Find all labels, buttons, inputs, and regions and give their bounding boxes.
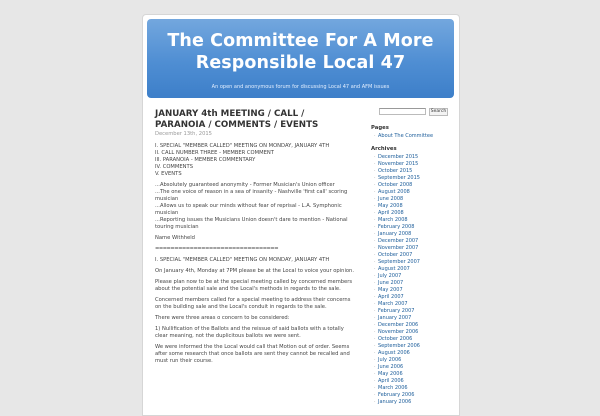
post-date: December 13th, 2015 xyxy=(155,131,212,137)
archive-link[interactable] xyxy=(378,371,456,378)
archive-link[interactable] xyxy=(378,196,456,203)
archive-link[interactable] xyxy=(378,231,456,238)
page-link-about[interactable] xyxy=(378,133,456,140)
archive-link[interactable] xyxy=(378,357,456,364)
paragraph: There were three areas o concern to be considered: xyxy=(155,315,290,321)
search-form xyxy=(371,107,456,116)
archive-link-label[interactable]: January 2008 xyxy=(378,231,412,237)
toc-item: III. PARANOIA - MEMBER COMMENTARY xyxy=(155,157,256,163)
archive-link-label[interactable]: December 2015 xyxy=(378,154,419,160)
archive-link-label[interactable]: July 2006 xyxy=(378,357,402,363)
quote: ...The one voice of reason in a sea of insanity - Nashville 'first call' scoring musician xyxy=(155,189,348,202)
archive-link-label[interactable]: March 2007 xyxy=(378,301,408,307)
archive-link[interactable] xyxy=(378,280,456,287)
paragraph: Please plan now to be at the special meeting called by concerned members about the potential sale and the Local's methods in regards to the sale. xyxy=(155,279,353,292)
page-link-label[interactable]: About The Committee xyxy=(378,133,434,139)
archive-link-label[interactable]: November 2006 xyxy=(378,329,419,335)
archive-link-label[interactable]: December 2007 xyxy=(378,238,419,244)
archive-link[interactable] xyxy=(378,343,456,350)
archive-link-label[interactable]: June 2006 xyxy=(378,364,404,370)
archive-link[interactable] xyxy=(378,273,456,280)
toc-item: IV. COMMENTS xyxy=(155,164,193,170)
archive-link-label[interactable]: May 2007 xyxy=(378,287,403,293)
archive-link[interactable] xyxy=(378,301,456,308)
paragraph: Concerned members called for a special meeting to address their concerns on the building sale and the Local's conduit in regards to the sale. xyxy=(155,297,351,310)
page-container xyxy=(142,14,460,416)
archive-link[interactable] xyxy=(378,168,456,175)
post-title[interactable]: JANUARY 4th MEETING / CALL / PARANOIA / COMMENTS / EVENTS xyxy=(155,109,319,130)
archive-link-label[interactable]: June 2007 xyxy=(378,280,404,286)
toc-item: I. SPECIAL "MEMBER CALLED" MEETING ON MONDAY, JANUARY 4TH xyxy=(155,143,330,149)
quote: ...Allows us to speak our minds without fear of reprisal - L.A. Symphonic musician xyxy=(155,203,342,216)
post-signature: Name Withheld xyxy=(155,235,195,241)
archive-link-label[interactable]: February 2008 xyxy=(378,224,415,230)
post-toc xyxy=(155,143,355,178)
paragraph: 1) Nullification of the Ballots and the reissue of said ballots with a totally clear meaning, not the duplicitous ballots we were sent. xyxy=(155,326,344,339)
paragraph: We were informed the the Local would call that Motion out of order. Seems after some research that once ballots are sent they cannot be recalled and must run their course. xyxy=(155,344,350,364)
archive-link-label[interactable]: November 2015 xyxy=(378,161,419,167)
archive-link-label[interactable]: August 2008 xyxy=(378,189,410,195)
post-entry xyxy=(155,143,355,365)
blog-title[interactable]: The Committee For A More Responsible Local 47 xyxy=(167,31,434,73)
archive-link[interactable] xyxy=(378,294,456,301)
archive-link-label[interactable]: August 2007 xyxy=(378,266,410,272)
archive-link[interactable] xyxy=(378,161,456,168)
toc-item: V. EVENTS xyxy=(155,171,182,177)
archive-link-label[interactable]: May 2008 xyxy=(378,203,403,209)
archive-link-label[interactable]: March 2008 xyxy=(378,217,408,223)
archive-link-label[interactable]: September 2007 xyxy=(378,259,420,265)
archive-link-label[interactable]: October 2008 xyxy=(378,182,413,188)
archive-link-label[interactable]: November 2007 xyxy=(378,245,419,251)
main-content xyxy=(155,109,355,369)
toc-item: II. CALL NUMBER THREE - MEMBER COMMENT xyxy=(155,150,274,156)
blog-description: An open and anonymous forum for discussing Local 47 and AFM issues xyxy=(211,84,390,90)
archive-link-label[interactable]: April 2007 xyxy=(378,294,404,300)
archive-link-label[interactable]: September 2015 xyxy=(378,175,420,181)
sidebar xyxy=(371,107,456,412)
archive-link-label[interactable]: January 2007 xyxy=(378,315,412,321)
search-button[interactable]: Search xyxy=(430,108,447,114)
pages-title: Pages xyxy=(371,125,389,131)
archive-link-label[interactable]: March 2006 xyxy=(378,385,408,391)
archive-link-label[interactable]: December 2006 xyxy=(378,322,419,328)
archive-link[interactable] xyxy=(378,308,456,315)
pages-widget xyxy=(371,125,456,140)
separator: ================================ xyxy=(155,246,279,252)
archive-link[interactable] xyxy=(378,154,456,161)
archive-link[interactable] xyxy=(378,350,456,357)
archive-link[interactable] xyxy=(378,203,456,210)
quote: ...Absolutely guaranteed anonymity - Former Musician's Union officer xyxy=(155,182,335,188)
archive-link[interactable] xyxy=(378,385,456,392)
quote: ...Reporting issues the Musicians Union doesn't dare to mention - National touring musician xyxy=(155,217,348,230)
search-input[interactable] xyxy=(379,108,426,115)
archive-link[interactable] xyxy=(378,182,456,189)
archive-link-label[interactable]: June 2008 xyxy=(378,196,404,202)
archive-link[interactable] xyxy=(378,210,456,217)
archive-link-label[interactable]: September 2006 xyxy=(378,343,420,349)
section-heading: I. SPECIAL "MEMBER CALLED" MEETING ON MONDAY, JANUARY 4TH xyxy=(155,257,330,263)
archive-link[interactable] xyxy=(378,266,456,273)
archive-link-label[interactable]: May 2006 xyxy=(378,371,403,377)
archive-link[interactable] xyxy=(378,217,456,224)
archive-link-label[interactable]: July 2007 xyxy=(378,273,402,279)
archive-link-label[interactable]: February 2006 xyxy=(378,392,415,398)
blog-header xyxy=(147,19,454,98)
archive-link[interactable] xyxy=(378,392,456,399)
archive-link[interactable] xyxy=(378,189,456,196)
archives-widget xyxy=(371,146,456,406)
archives-title: Archives xyxy=(371,146,397,152)
archive-link-label[interactable]: August 2006 xyxy=(378,350,410,356)
archive-link[interactable] xyxy=(378,378,456,385)
archive-link-label[interactable]: April 2008 xyxy=(378,210,404,216)
archive-link-label[interactable]: February 2007 xyxy=(378,308,415,314)
archive-link[interactable] xyxy=(378,322,456,329)
paragraph: On January 4th, Monday at 7PM please be at the Local to voice your opinion. xyxy=(155,268,354,274)
archive-link-label[interactable]: October 2007 xyxy=(378,252,413,258)
archive-link[interactable] xyxy=(378,224,456,231)
archive-link[interactable] xyxy=(378,399,456,406)
archive-link[interactable] xyxy=(378,252,456,259)
archive-link-label[interactable]: October 2015 xyxy=(378,168,413,174)
archive-link-label[interactable]: January 2006 xyxy=(378,399,412,405)
archive-link[interactable] xyxy=(378,329,456,336)
archive-link[interactable] xyxy=(378,315,456,322)
archive-link[interactable] xyxy=(378,175,456,182)
archive-link-label[interactable]: April 2006 xyxy=(378,378,404,384)
archive-link[interactable] xyxy=(378,336,456,343)
archive-link[interactable] xyxy=(378,287,456,294)
archive-link[interactable] xyxy=(378,364,456,371)
archive-link[interactable] xyxy=(378,245,456,252)
post-quotes xyxy=(155,182,355,231)
archive-link-label[interactable]: October 2006 xyxy=(378,336,413,342)
archive-link[interactable] xyxy=(378,259,456,266)
archive-list xyxy=(371,154,456,406)
archive-link[interactable] xyxy=(378,238,456,245)
